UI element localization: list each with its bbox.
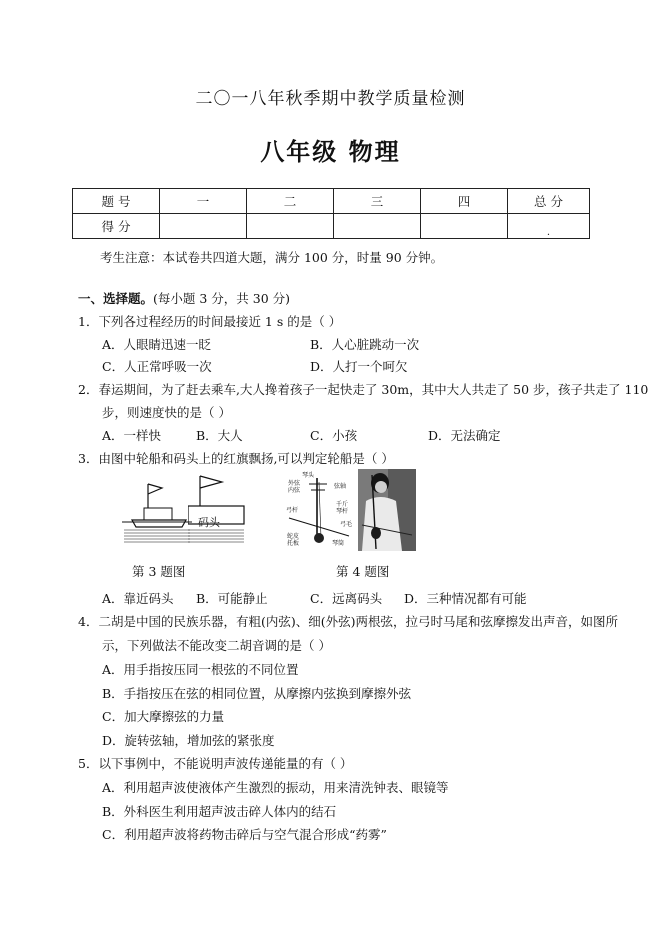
- q3-option-b: B．可能静止: [196, 591, 268, 606]
- erhu-label-waixian: 外弦: [288, 480, 301, 487]
- figure-3-dock-diagram: [188, 470, 250, 550]
- score-cell: [247, 214, 334, 239]
- player-erhu-resonator: [371, 527, 381, 539]
- q4-stem-2: 示，下列做法不能改变二胡音调的是（ ）: [102, 638, 331, 653]
- section-1-heading: [78, 289, 290, 307]
- erhu-label-qintong: 琴筒: [332, 540, 345, 547]
- figure-3-caption: 第 3 题图: [132, 564, 186, 579]
- player-body: [362, 497, 402, 551]
- figure-4-caption: 第 4 题图: [336, 564, 390, 579]
- q2-option-c: C．小孩: [310, 428, 358, 443]
- exam-note: 考生注意：本试卷共四道大题，满分 100 分，时量 90 分钟。: [100, 250, 444, 265]
- header-cell: 三: [334, 189, 421, 214]
- erhu-label-gonggan: 弓杆: [286, 507, 299, 514]
- erhu-label-shepi: 蛇皮: [287, 533, 300, 540]
- header-cell: 四: [421, 189, 508, 214]
- header-cell: 二: [247, 189, 334, 214]
- score-table: [72, 188, 590, 239]
- q5-stem: 5．以下事例中，不能说明声波传递能量的有（ ）: [78, 756, 353, 771]
- q4-stem-1: 4．二胡是中国的民族乐器，有粗(内弦)、细(外弦)两根弦，拉弓时马尾和弦摩擦发出声音，如图所: [78, 614, 618, 629]
- erhu-label-gongmao: 弓毛: [340, 521, 353, 528]
- q4-option-a: A．用手指按压同一根弦的不同位置: [102, 662, 299, 677]
- figure-4-erhu-player-photo: [358, 469, 416, 551]
- dock-flag: [200, 476, 222, 488]
- q2-stem-2: 步，则速度快的是（ ）: [102, 405, 231, 420]
- q2-option-b: B．大人: [196, 428, 243, 443]
- score-table-header-row: [73, 189, 590, 214]
- ship-hull: [132, 520, 186, 527]
- erhu-resonator: [314, 533, 324, 543]
- q4-option-b: B．手指按压在弦的相同位置，从摩擦内弦换到摩擦外弦: [102, 686, 412, 701]
- q1-option-d: D．人打一个呵欠: [310, 359, 408, 374]
- q1-option-b: B．人心脏跳动一次: [310, 337, 420, 352]
- q2-option-a: A．一样快: [102, 428, 162, 443]
- section-title: 一、选择题。: [78, 291, 154, 306]
- q1-option-c: C．人正常呼吸一次: [102, 359, 212, 374]
- exam-title: 二〇一八年秋季期中教学质量检测: [195, 89, 466, 109]
- q5-option-c: C．利用超声波将药物击碎后与空气混合形成“药雾”: [102, 827, 387, 842]
- player-face: [375, 481, 387, 493]
- score-cell: [334, 214, 421, 239]
- erhu-label-qingan: 琴杆: [336, 508, 349, 515]
- header-cell: 题 号: [73, 189, 160, 214]
- score-cell: [421, 214, 508, 239]
- header-cell: 一: [160, 189, 247, 214]
- score-cell: [160, 214, 247, 239]
- ship-flag: [148, 484, 162, 494]
- q4-option-c: C．加大摩擦弦的力量: [102, 709, 225, 724]
- q2-stem-1: 2．春运期间，为了赶去乘车,大人搀着孩子一起快走了 30m，其中大人共走了 50 步，孩子共走了 110: [78, 382, 649, 397]
- q3-stem: 3．由图中轮船和码头上的红旗飘扬,可以判定轮船是（ ）: [78, 451, 394, 466]
- erhu-label-qintou: 琴头: [302, 472, 315, 479]
- q4-option-d: D．旋转弦轴，增加弦的紧张度: [102, 733, 275, 748]
- erhu-label-qianjin: 千斤: [336, 501, 349, 508]
- score-cell: .: [508, 214, 590, 239]
- erhu-label-neixian: 内弦: [288, 487, 301, 494]
- figure-3-ship-diagram: [118, 470, 196, 550]
- ship-cabin: [144, 508, 172, 520]
- score-table-score-row: [73, 214, 590, 239]
- erhu-label-xianzhou: 弦轴: [334, 483, 347, 490]
- figure-3-dock-label: 码头: [198, 516, 220, 529]
- q5-option-b: B．外科医生利用超声波击碎人体内的结石: [102, 804, 337, 819]
- q1-option-a: A．人眼睛迅速一眨: [102, 337, 212, 352]
- erhu-label-tuoban: 托板: [287, 540, 300, 547]
- score-label-cell: 得 分: [73, 214, 160, 239]
- q5-option-a: A．利用超声波使液体产生激烈的振动，用来清洗钟表、眼镜等: [102, 780, 449, 795]
- q1-stem: 1．下列各过程经历的时间最接近 1 s 的是（ ）: [78, 314, 342, 329]
- q3-option-c: C．远离码头: [310, 591, 383, 606]
- section-info: (每小题 3 分，共 30 分): [153, 291, 291, 306]
- water-hatching: [124, 530, 190, 542]
- dock-ground-hatching: [188, 530, 244, 542]
- q3-option-d: D．三种情况都有可能: [404, 591, 527, 606]
- exam-subject: 八年级 物理: [260, 137, 401, 166]
- q3-option-a: A．靠近码头: [102, 591, 174, 606]
- q2-option-d: D．无法确定: [428, 428, 501, 443]
- header-cell: 总 分: [508, 189, 590, 214]
